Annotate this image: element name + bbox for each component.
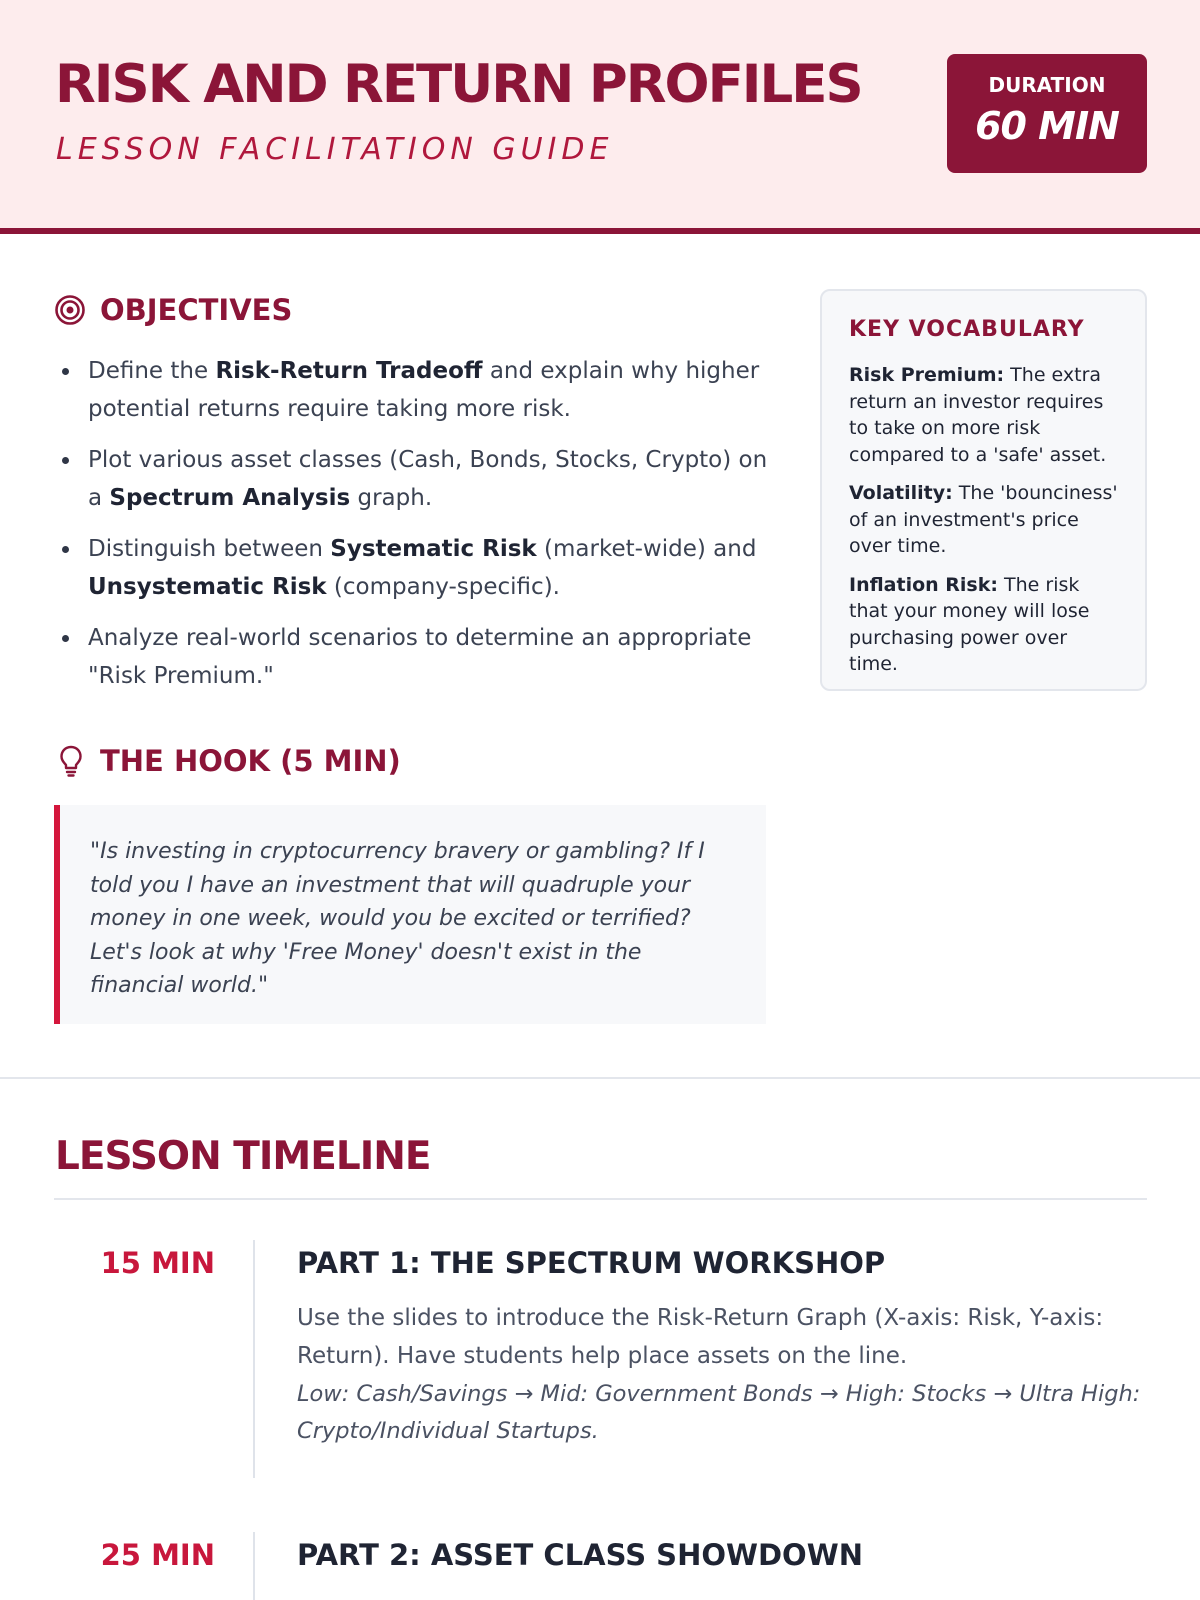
vocabulary-definition: The risk that your money will lose purchasing power over time. (849, 573, 1090, 675)
vocabulary-title: KEY VOCABULARY (849, 317, 1085, 342)
objectives-heading (54, 293, 292, 327)
list-item: Distinguish between Systematic Risk (market-wide) and Unsystematic Risk (company-specific). (60, 530, 780, 606)
duration-badge (947, 54, 1147, 173)
timeline-part-title: PART 1: THE SPECTRUM WORKSHOP (297, 1246, 886, 1280)
duration-label: DURATION (988, 73, 1106, 97)
timeline-time: 15 MIN (100, 1246, 215, 1280)
page-subtitle: LESSON FACILITATION GUIDE (56, 132, 614, 167)
vocabulary-definition: The 'bounciness' of an investment's price over time. (849, 482, 1118, 557)
timeline-rule (54, 1198, 1147, 1200)
page-title: RISK AND RETURN PROFILES (55, 54, 862, 115)
timeline-time: 25 MIN (100, 1538, 215, 1572)
timeline-line (253, 1532, 255, 1600)
vocabulary-item (849, 480, 1119, 560)
list-item: Define the Risk-Return Tradeoff and explain why higher potential returns require taking more risk. (60, 352, 780, 428)
duration-value: 60 MIN (975, 104, 1119, 148)
vocabulary-term: Inflation Risk: (849, 573, 998, 596)
hook-heading (58, 744, 401, 778)
timeline-part-title: PART 2: ASSET CLASS SHOWDOWN (297, 1538, 863, 1572)
list-item: Plot various asset classes (Cash, Bonds, Stocks, Crypto) on a Spectrum Analysis graph. (60, 441, 780, 517)
target-icon (54, 294, 86, 326)
vocabulary-definition: The extra return an investor requires to take on more risk compared to a 'safe' asset. (849, 364, 1107, 466)
vocabulary-item (849, 362, 1119, 468)
page-header (0, 0, 1200, 234)
timeline-part-body: Use the slides to introduce the Risk-Return Graph (X-axis: Risk, Y-axis: Return). Have students help place assets on the line. (297, 1305, 1104, 1369)
vocabulary-card (820, 289, 1147, 691)
hook-quote-box (54, 805, 766, 1024)
vocabulary-term: Volatility: (849, 482, 953, 504)
lightbulb-icon (58, 744, 84, 778)
timeline-line (253, 1240, 255, 1478)
vocabulary-item (849, 572, 1119, 678)
timeline-part-note: Low: Cash/Savings → Mid: Government Bonds → High: Stocks → Ultra High: Crypto/Individual Startups. (297, 1381, 1141, 1444)
objectives-list (60, 352, 780, 708)
objectives-title: OBJECTIVES (100, 293, 293, 327)
vocabulary-term: Risk Premium: (849, 364, 1005, 386)
timeline-title: LESSON TIMELINE (55, 1134, 431, 1179)
hook-title: THE HOOK (5 MIN) (100, 744, 401, 778)
section-divider (0, 1077, 1200, 1079)
hook-quote: "Is investing in cryptocurrency bravery or gambling? If I told you I have an investment that will quadruple your money in one week, would you be excited or terrified? Let's look at why 'Free Money' doesn't exist in the financial world." (90, 839, 705, 998)
list-item: Analyze real-world scenarios to determine an appropriate "Risk Premium." (60, 619, 780, 695)
